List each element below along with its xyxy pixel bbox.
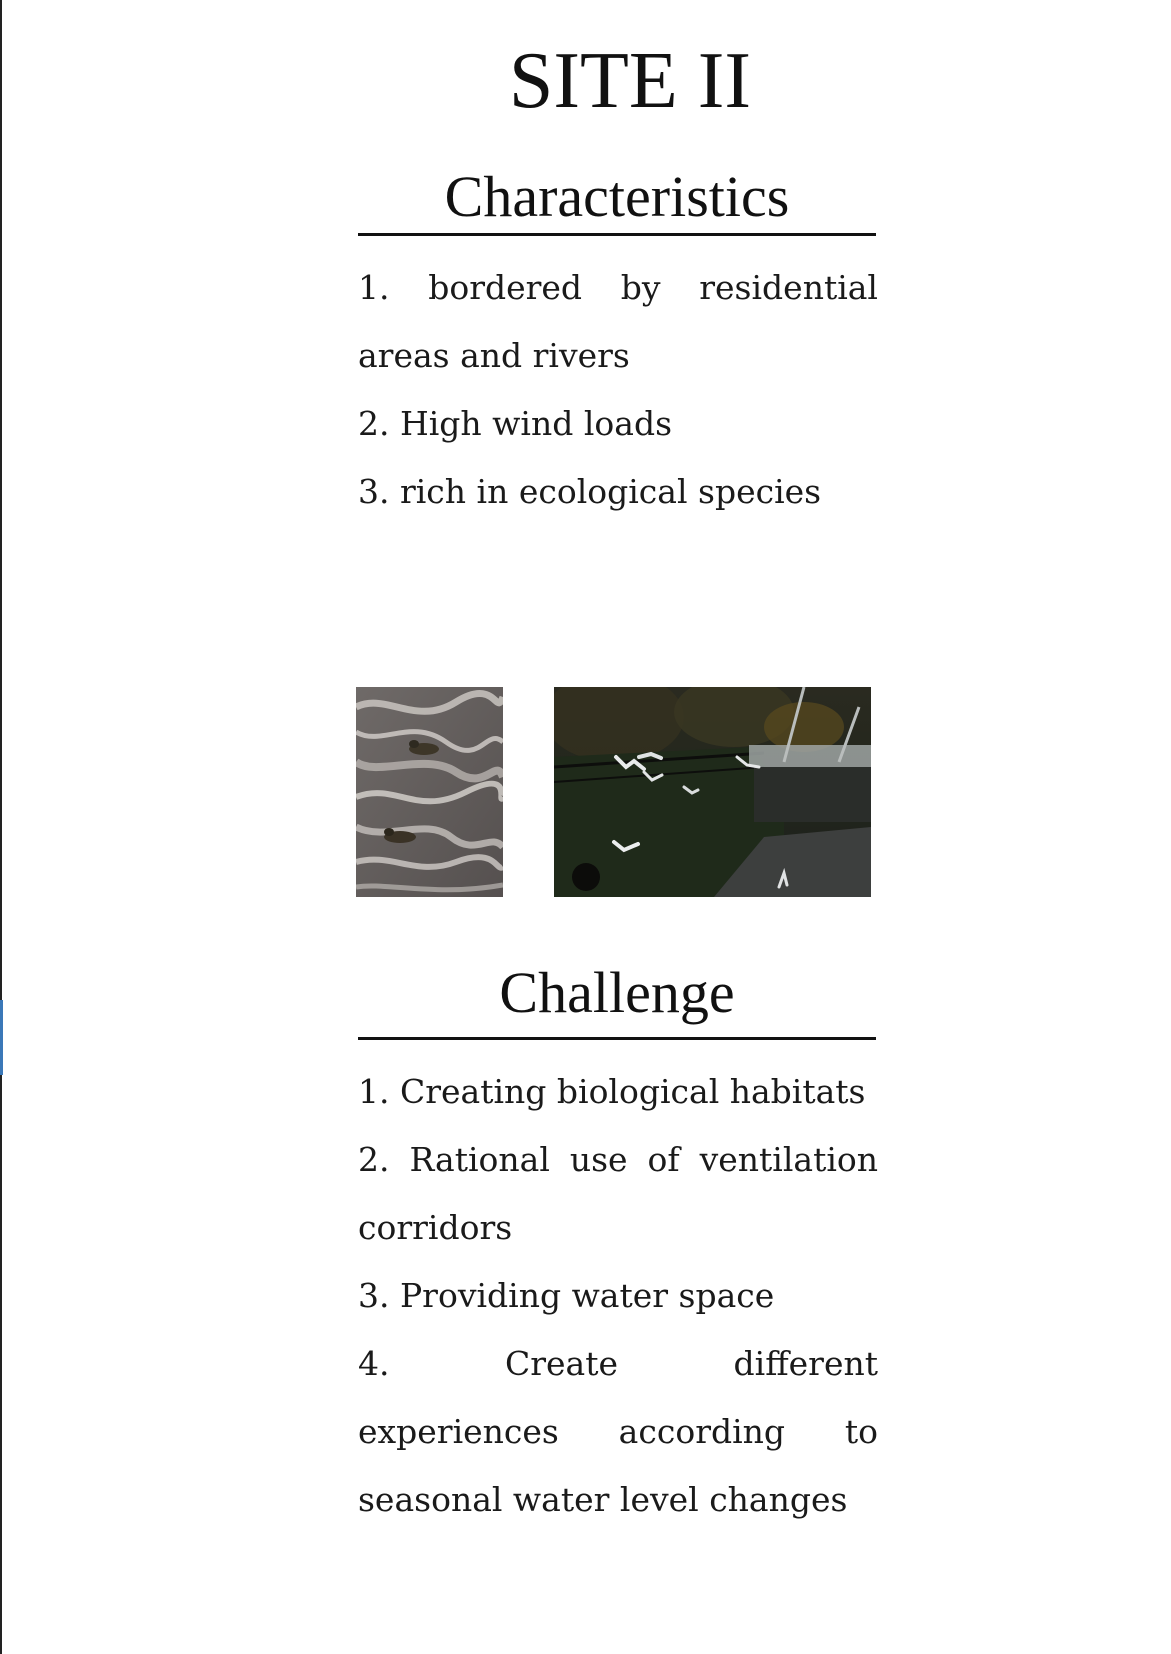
characteristics-list bbox=[358, 254, 878, 526]
characteristics-item: 3. rich in ecological species bbox=[358, 472, 822, 511]
challenge-item: 4. Create different experiences according to seasonal water level changes bbox=[358, 1344, 878, 1519]
challenge-divider bbox=[358, 1037, 876, 1040]
seagulls-photo bbox=[554, 687, 871, 897]
characteristics-item: 2. High wind loads bbox=[358, 404, 672, 443]
challenge-item: 3. Providing water space bbox=[358, 1276, 775, 1315]
characteristics-divider bbox=[358, 233, 876, 236]
page-title: SITE II bbox=[508, 37, 752, 125]
page-left-edge bbox=[0, 0, 2, 1654]
ducks-photo bbox=[356, 687, 503, 897]
challenge-item: 1. Creating biological habitats bbox=[358, 1072, 866, 1111]
characteristics-heading: Characteristics bbox=[444, 164, 790, 229]
challenge-heading: Challenge bbox=[499, 960, 735, 1025]
challenge-item: 2. Rational use of ventilation corridors bbox=[358, 1140, 878, 1247]
page-edge-accent bbox=[0, 1000, 3, 1075]
challenge-list bbox=[358, 1058, 878, 1534]
characteristics-item: 1. bordered by residential areas and rivers bbox=[358, 268, 878, 375]
